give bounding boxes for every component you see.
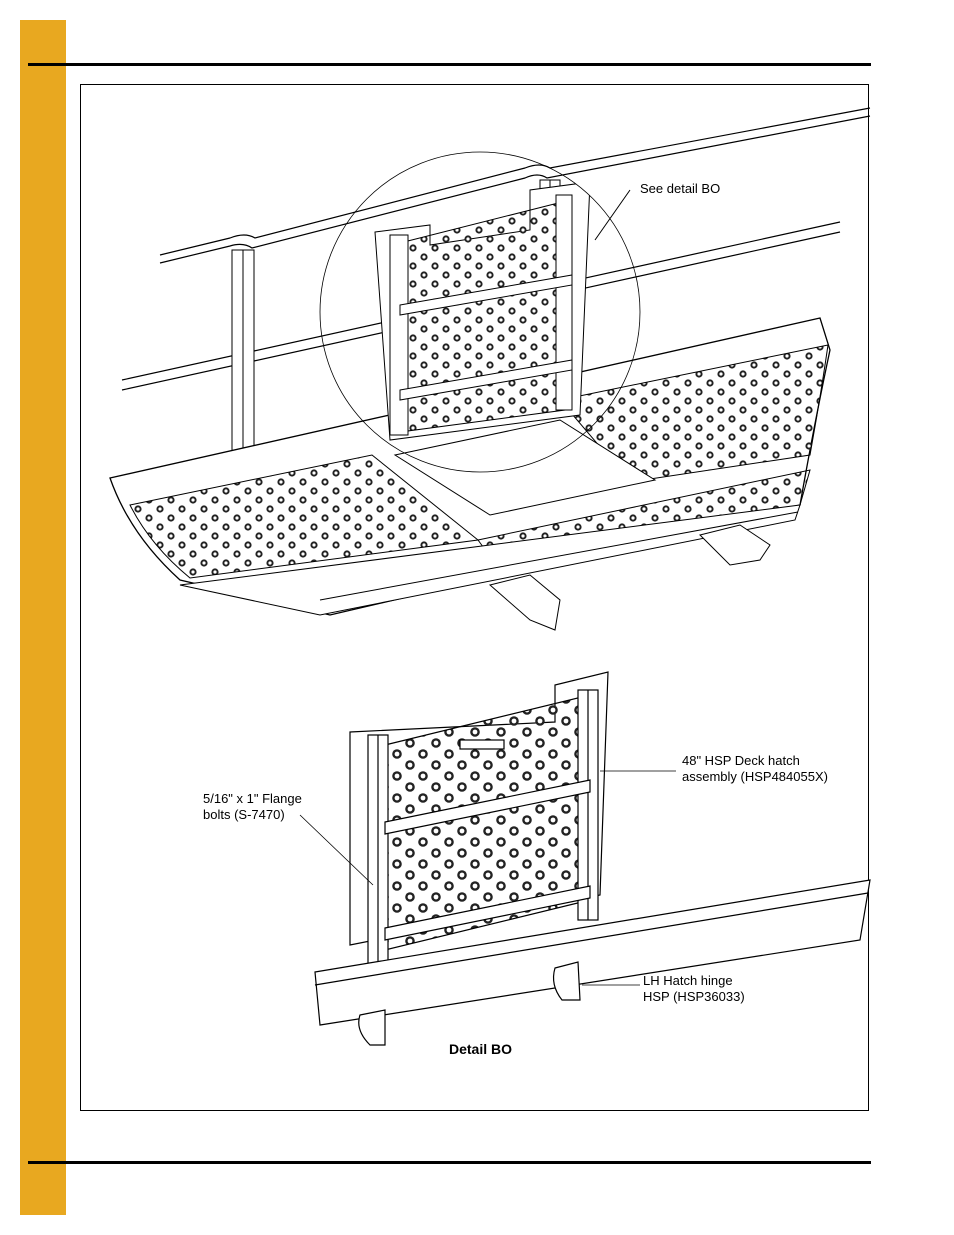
callout-hatch-hinge: LH Hatch hinge HSP (HSP36033) [643,973,745,1004]
detail-hatch [300,672,870,1045]
callout-see-detail: See detail BO [640,181,721,196]
detail-title: Detail BO [449,1041,513,1057]
callout-deck-hatch: 48" HSP Deck hatch assembly (HSP484055X) [682,753,828,784]
overview-hatch [375,182,590,440]
callout-flange-bolts: 5/16" x 1" Flange bolts (S-7470) [203,791,302,822]
